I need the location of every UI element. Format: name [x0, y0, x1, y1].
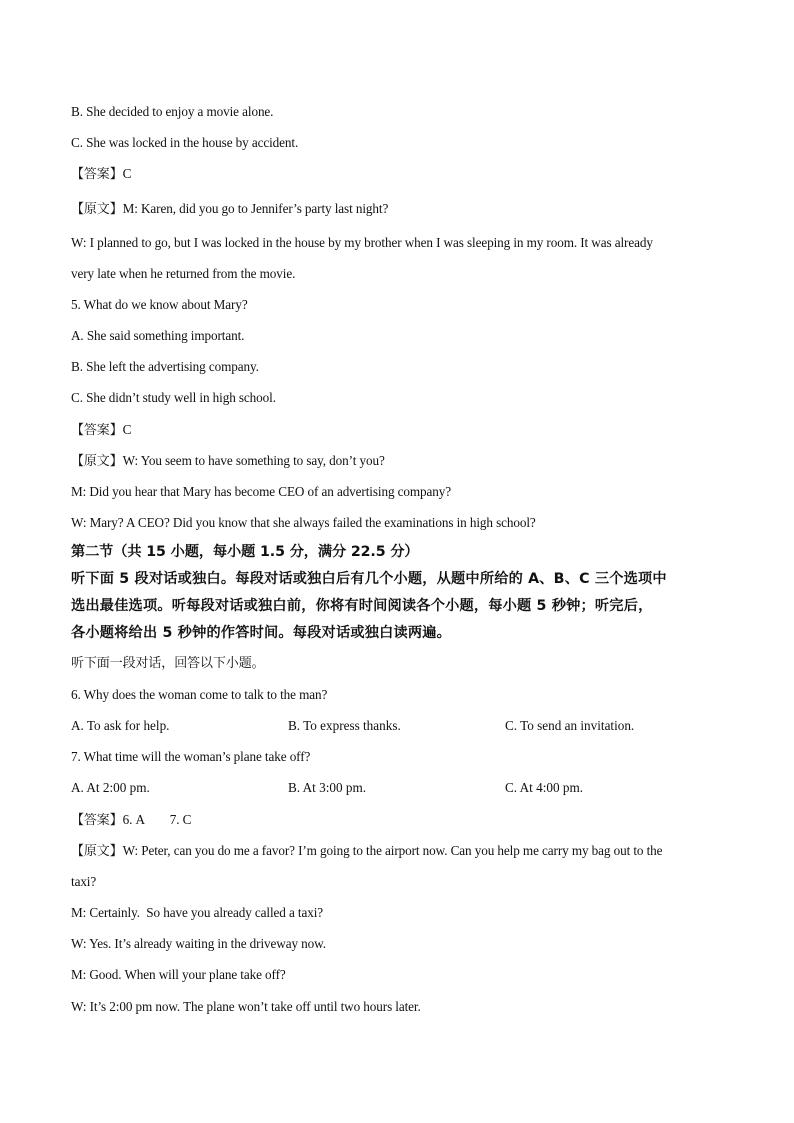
- q6-7-transcript-line-6: W: It’s 2:00 pm now. The plane won’t take off until two hours later.: [71, 999, 421, 1014]
- q7-option-b: B. At 3:00 pm.: [288, 780, 367, 795]
- q6-option-a: A. To ask for help.: [71, 718, 170, 733]
- q4-answer: [71, 166, 131, 183]
- transcript-tag: 【原文】: [71, 844, 123, 859]
- transcript-text: W: You seem to have something to say, don’t you?: [122, 453, 385, 468]
- q6-question: 6. Why does the woman come to talk to the man?: [71, 687, 328, 702]
- section-2-instructions-line-1: 听下面 5 段对话或独白。每段对话或独白后有几个小题，从题中所给的 A、B、C 三个选项中: [71, 571, 667, 587]
- transcript-tag: 【原文】: [71, 454, 123, 469]
- q6-7-transcript-line-5: M: Good. When will your plane take off?: [71, 967, 286, 982]
- q5-transcript-line-3: W: Mary? A CEO? Did you know that she always failed the examinations in high school?: [71, 515, 536, 530]
- answer-tag: 【答案】: [71, 423, 123, 438]
- q6-7-transcript-line-3: M: Certainly. So have you already called a taxi?: [71, 905, 324, 920]
- q7-option-a: A. At 2:00 pm.: [71, 780, 150, 795]
- answer-tag: 【答案】: [71, 167, 123, 182]
- q4-option-b: B. She decided to enjoy a movie alone.: [71, 104, 274, 119]
- answer-tag: 【答案】: [71, 813, 123, 828]
- q5-option-b: B. She left the advertising company.: [71, 359, 259, 374]
- q5-answer: [71, 422, 131, 439]
- q5-question: 5. What do we know about Mary?: [71, 297, 248, 312]
- q6-7-answer: [71, 812, 191, 829]
- q4-transcript-line-1: [71, 201, 388, 218]
- transcript-text: W: I planned to go, but I was locked in the house by my brother when I was sleeping in my room. It was already: [71, 235, 653, 250]
- q6-7-transcript-line-4: W: Yes. It’s already waiting in the driveway now.: [71, 936, 326, 951]
- transcript-text: M: Karen, did you go to Jennifer’s party last night?: [122, 201, 389, 216]
- section-2-instructions-line-3: 各小题将给出 5 秒钟的作答时间。每段对话或独白读两遍。: [71, 625, 452, 641]
- answer-value: C: [122, 166, 132, 181]
- q6-7-transcript-line-2: taxi?: [71, 874, 97, 889]
- answer-value: C: [122, 422, 132, 437]
- section-2-sub-instructions: 听下面一段对话，回答以下小题。: [71, 656, 265, 671]
- transcript-tag: 【原文】: [71, 202, 123, 217]
- section-2-title: 第二节（共 15 小题，每小题 1.5 分，满分 22.5 分）: [71, 544, 419, 560]
- q4-option-c: C. She was locked in the house by accident.: [71, 135, 299, 150]
- q4-transcript-line-3: very late when he returned from the movie.: [71, 266, 296, 281]
- q5-option-c: C. She didn’t study well in high school.: [71, 390, 276, 405]
- section-2-instructions-line-2: 选出最佳选项。听每段对话或独白前，你将有时间阅读各个小题，每小题 5 秒钟；听完后，: [71, 598, 653, 614]
- q5-option-a: A. She said something important.: [71, 328, 245, 343]
- q4-transcript-line-2: [71, 235, 723, 251]
- q5-transcript-line-2: M: Did you hear that Mary has become CEO of an advertising company?: [71, 484, 452, 499]
- q6-option-c: C. To send an invitation.: [505, 718, 635, 733]
- answer-value: 6. A 7. C: [122, 812, 192, 827]
- q5-transcript-line-1: [71, 453, 385, 470]
- q6-7-transcript-line-1: [71, 843, 723, 860]
- q6-option-b: B. To express thanks.: [288, 718, 401, 733]
- q7-option-c: C. At 4:00 pm.: [505, 780, 584, 795]
- q7-question: 7. What time will the woman’s plane take off?: [71, 749, 311, 764]
- transcript-text: W: Peter, can you do me a favor? I’m going to the airport now. Can you help me carry my bag out to the: [122, 843, 663, 858]
